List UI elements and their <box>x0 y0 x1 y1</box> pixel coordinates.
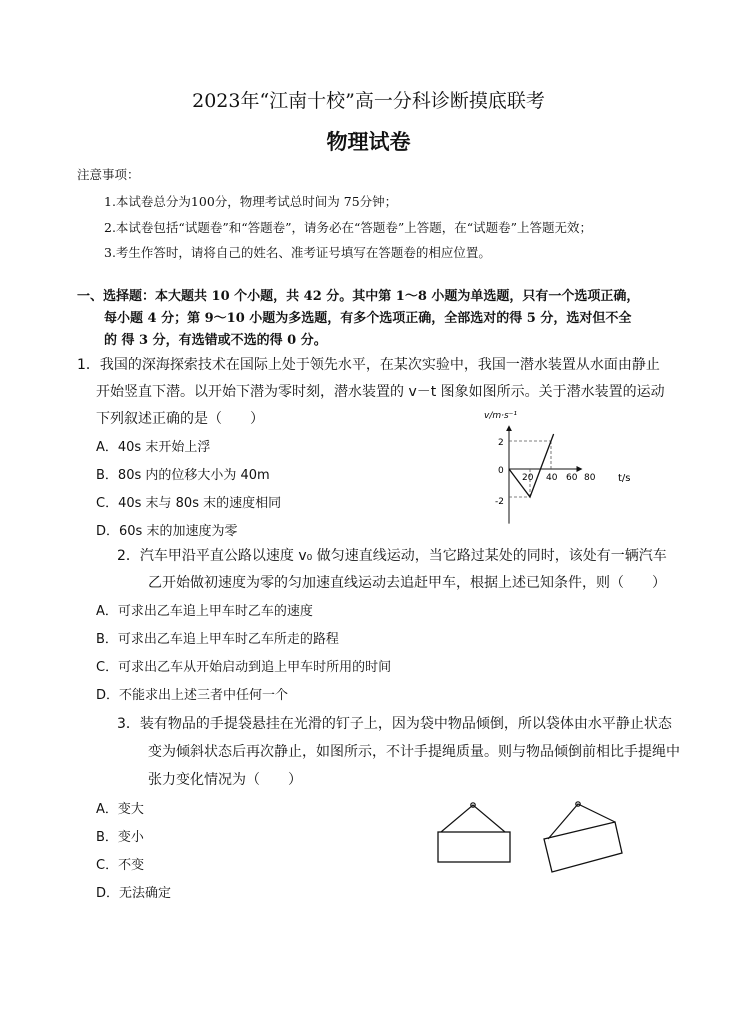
question-3-option-d: D．无法确定 <box>96 886 172 901</box>
question-3-option-a: A．变大 <box>96 802 144 817</box>
question-2-text: 2．汽车甲沿平直公路以速度 v₀ 做匀速直线运动，当它路过某处的同时，该处有一辆汽车 <box>117 548 667 564</box>
question-1-text: 开始竖直下潜。以开始下潜为零时刻，潜水装置的 v－t 图象如图所示。关于潜水装置的运动 <box>96 384 665 400</box>
section-instructions: 每小题 4 分；第 9～10 小题为多选题，有多个选项正确，全部选对的得 5 分，选对但不全 <box>104 311 632 326</box>
notes-heading: 注意事项： <box>77 167 140 182</box>
y-axis-label: v/m·s⁻¹ <box>484 411 518 421</box>
question-3-text: 3．装有物品的手提袋悬挂在光滑的钉子上，因为袋中物品倾倒，所以袋体由水平静止状态 <box>117 716 672 732</box>
question-1-text: 1．我国的深海探索技术在国际上处于领先水平，在某次实验中，我国一潜水装置从水面由静止 <box>77 357 660 373</box>
note-item: 3.考生作答时，请将自己的姓名、准考证号填写在答题卷的相应位置。 <box>104 245 491 260</box>
bag-strap <box>548 804 615 839</box>
velocity-series-line <box>509 434 554 497</box>
bag-body <box>438 832 510 862</box>
vt-graph <box>478 402 648 527</box>
x-tick-label: 20 <box>522 473 534 483</box>
question-2-option-b: B．可求出乙车追上甲车时乙车所走的路程 <box>96 632 339 647</box>
note-item: 1.本试卷总分为100分，物理考试总时间为 75分钟； <box>104 194 398 209</box>
x-tick-label: 80 <box>584 473 596 483</box>
question-1-option-a: A．40s 末开始上浮 <box>96 440 211 455</box>
question-2-option-a: A．可求出乙车追上甲车时乙车的速度 <box>96 604 313 619</box>
question-3-option-c: C．不变 <box>96 858 145 873</box>
note-item: 2.本试卷包括“试题卷”和“答题卷”，请务必在“答题卷”上答题，在“试题卷”上答题无效； <box>104 220 593 235</box>
question-1-text: 下列叙述正确的是（ ） <box>96 411 264 427</box>
question-3-option-b: B．变小 <box>96 830 144 845</box>
x-tick-label: 40 <box>546 473 558 483</box>
question-3-text: 变为倾斜状态后再次静止，如图所示，不计手提绳质量。则与物品倾倒前相比手提绳中 <box>148 744 680 760</box>
bag-figure-level <box>432 800 522 870</box>
y-tick-label: -2 <box>495 497 504 507</box>
question-2-option-c: C．可求出乙车从开始启动到追上甲车时所用的时间 <box>96 660 392 675</box>
question-3-text: 张力变化情况为（ ） <box>148 772 302 788</box>
bag-strap <box>441 805 505 832</box>
exam-title: 2023年“江南十校”高一分科诊断摸底联考 <box>192 90 545 112</box>
section-instructions: 的 得 3 分，有选错或不选的得 0 分。 <box>104 333 327 348</box>
y-tick-label: 0 <box>498 466 504 476</box>
question-1-option-d: D．60s 末的加速度为零 <box>96 524 238 539</box>
question-1-option-c: C．40s 末与 80s 末的速度相同 <box>96 496 282 511</box>
x-tick-label: 60 <box>566 473 578 483</box>
y-tick-label: 2 <box>498 438 504 448</box>
question-2-text: 乙开始做初速度为零的匀加速直线运动去追赶甲车，根据上述已知条件，则（ ） <box>148 575 666 591</box>
exam-subject: 物理试卷 <box>326 130 411 154</box>
question-2-option-d: D．不能求出上述三者中任何一个 <box>96 688 289 703</box>
bag-figure-tilted <box>535 795 635 880</box>
section-heading: 一、选择题：本大题共 10 个小题，共 42 分。其中第 1～8 小题为单选题，只有一个选项正确， <box>77 289 640 304</box>
question-1-option-b: B．80s 内的位移大小为 40m <box>96 468 270 483</box>
x-axis-label: t/s <box>618 473 631 484</box>
